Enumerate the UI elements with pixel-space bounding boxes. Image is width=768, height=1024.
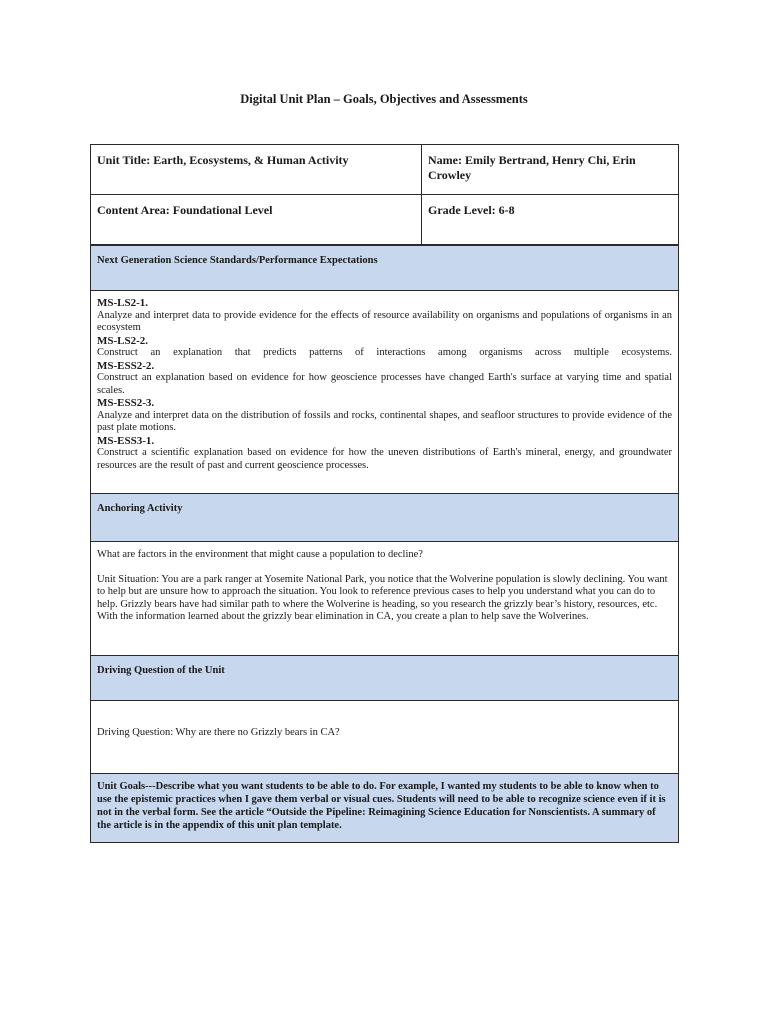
anchoring-heading-cell	[91, 494, 679, 542]
standards-cell	[91, 291, 679, 494]
standards-row	[91, 291, 679, 494]
anchoring-content	[91, 542, 678, 624]
standards-heading: Next Generation Science Standards/Performance Expectations	[97, 255, 378, 266]
standard-code: MS-ESS2-2.	[97, 359, 155, 372]
standard-code: MS-ESS2-3.	[97, 397, 155, 409]
grade-level-cell	[422, 195, 679, 246]
standard-text: Construct a scientific explanation based on evidence for how the uneven distributions of Earth's mineral, energy, and groundwater resources are the result of past and current geoscience processes.	[97, 447, 672, 471]
driving-heading-cell	[91, 656, 679, 701]
grade-level: Grade Level: 6-8	[428, 203, 515, 217]
goals-row	[91, 774, 679, 843]
author-names: Name: Emily Bertrand, Henry Chi, Erin Crowley	[428, 153, 636, 182]
driving-cell	[91, 701, 679, 774]
standard-text: Analyze and interpret data to provide evidence for the effects of resource availability on organisms and populations of organisms in an ecosystem	[97, 309, 672, 333]
driving-row	[91, 701, 679, 774]
goals-cell	[91, 774, 679, 843]
author-names-cell	[422, 145, 679, 195]
header-row-2	[91, 195, 679, 246]
standards-heading-cell	[91, 245, 679, 291]
unit-title-cell	[91, 145, 422, 195]
standard-code: MS-LS2-1.	[97, 297, 149, 309]
anchoring-heading: Anchoring Activity	[97, 503, 183, 514]
anchoring-cell	[91, 542, 679, 656]
standards-list	[91, 291, 678, 472]
driving-question: Driving Question: Why are there no Grizzly bears in CA?	[97, 727, 340, 738]
content-area: Content Area: Foundational Level	[97, 203, 273, 217]
anchoring-row	[91, 542, 679, 656]
unit-goals: Unit Goals---Describe what you want students to be able to do. For example, I wanted my students to be able to know when to use the epistemic practices when I gave them verbal or visual cues. Students will need to be able to recognize science even if it is not in the verbal form. See the article “Outside the Pipeline: Reimagining Science Education for Nonscientists. A summary of the article is in the appendix of this unit plan template.	[97, 781, 666, 831]
anchoring-question: What are factors in the environment that might cause a population to decline?	[97, 549, 423, 560]
standard-code: MS-ESS3-1.	[97, 434, 155, 447]
content-area-cell	[91, 195, 422, 246]
unit-plan-table	[90, 144, 679, 843]
standards-heading-row	[91, 245, 679, 291]
standard-text: Construct an explanation that predicts patterns of interactions among organisms across multiple ecosystems.	[97, 347, 672, 358]
driving-heading-row	[91, 656, 679, 701]
standard-text: Construct an explanation based on evidence for how geoscience processes have changed Earth's surface at varying time and spatial scales.	[97, 372, 672, 396]
standard-code: MS-LS2-2.	[97, 334, 149, 347]
unit-title: Unit Title: Earth, Ecosystems, & Human Activity	[97, 153, 349, 167]
standard-text: Analyze and interpret data on the distribution of fossils and rocks, continental shapes, and seafloor structures to provide evidence of the past plate motions.	[97, 409, 672, 433]
anchoring-heading-row	[91, 494, 679, 542]
header-row-1	[91, 145, 679, 195]
unit-situation: Unit Situation: You are a park ranger at Yosemite National Park, you notice that the Wolverine population is slowly declining. You want to help but are unsure how to approach the situation. You look to reference previous cases to help you understand what you can do to help. Grizzly bears have had similar path to where the Wolverine is heading, so you research the grizzly bear’s history, resources, etc. With the information learned about the grizzly bear elimination in CA, you create a plan to help save the Wolverines.	[97, 573, 668, 622]
driving-heading: Driving Question of the Unit	[97, 665, 225, 676]
page-title: Digital Unit Plan – Goals, Objectives and Assessments	[240, 92, 528, 106]
